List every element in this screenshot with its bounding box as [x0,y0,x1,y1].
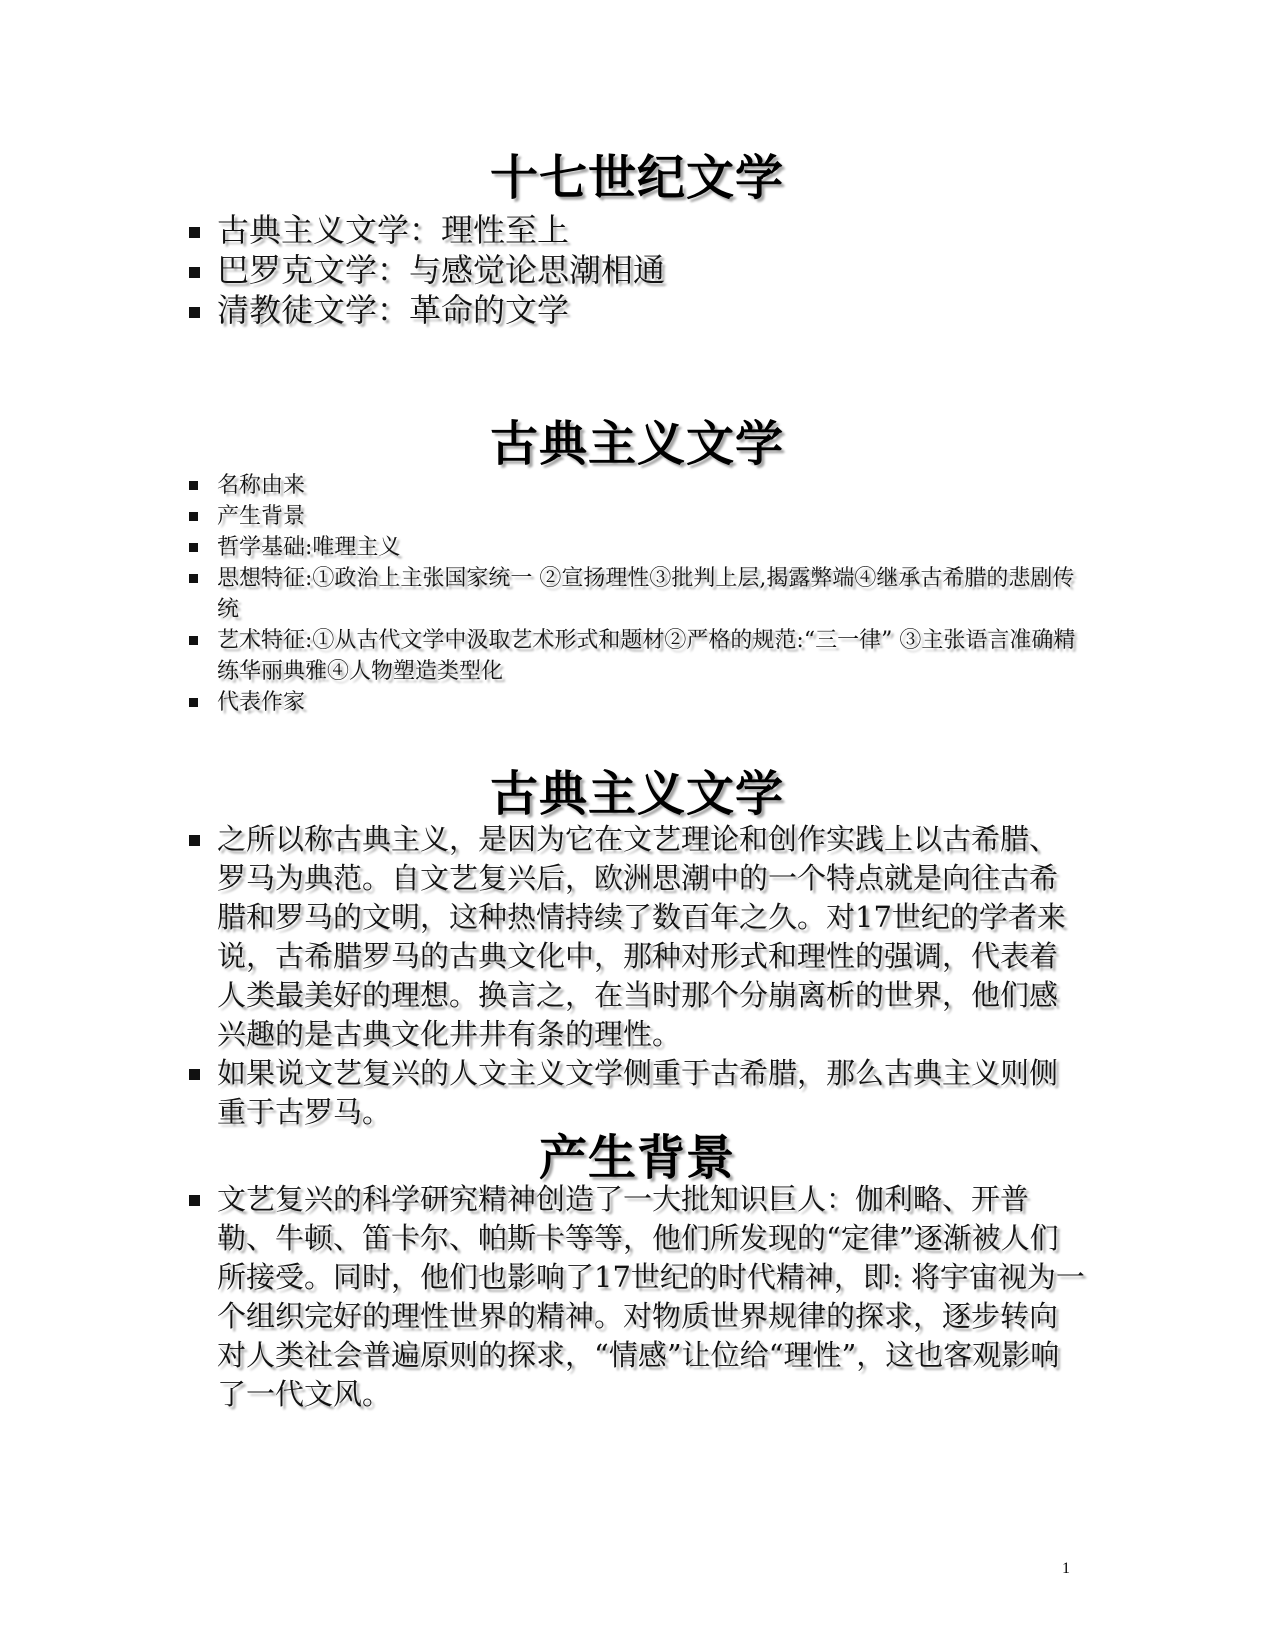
square-bullet-icon [189,307,200,318]
section-title-classicism-detail: 古典主义文学 [489,766,784,822]
list-item [185,820,1085,1054]
list-item-text: 代表作家 [217,690,306,715]
list-item [185,250,1085,290]
section-title-17th-century: 十七世纪文学 [489,150,784,206]
square-bullet-icon [189,1069,200,1080]
square-bullet-icon [189,267,200,278]
square-bullet-icon [189,574,198,583]
list-item-text: 名称由来 [217,473,306,498]
list-item-text: 古典主义文学：理性至上 [217,211,570,249]
list-item [185,210,1085,250]
list-item-text: 清教徒文学：革命的文学 [217,291,570,329]
square-bullet-icon [189,636,198,645]
section-list-classicism-detail [185,820,1085,1132]
list-item [185,532,1085,563]
section-list-background [185,1180,1085,1414]
list-item [185,501,1085,532]
list-item [185,470,1085,501]
list-item-text: 哲学基础:唯理主义 [217,535,401,560]
list-item [185,1180,1085,1414]
list-item-text: 之所以称古典主义，是因为它在文艺理论和创作实践上以古希腊、罗马为典范。自文艺复兴后，欧洲思潮中的一个特点就是向往古希腊和罗马的文明，这种热情持续了数百年之久。对17世纪的学者来说，古希腊罗马的古典文化中，那种对形式和理性的强调，代表着人类最美好的理想。换言之，在当时那个分崩离析的世界，他们感兴趣的是古典文化井井有条的理性。 [217,822,1066,1051]
section-list-17th-century [185,210,1085,330]
list-item [185,563,1085,625]
page-number: 1 [1062,1560,1070,1577]
square-bullet-icon [189,1195,200,1206]
list-item-text: 艺术特征:①从古代文学中汲取艺术形式和题材②严格的规范:“三一律” ③主张语言准确精练华丽典雅④人物塑造类型化 [217,628,1076,684]
section-title-classicism: 古典主义文学 [489,416,784,472]
square-bullet-icon [189,227,200,238]
list-item-text: 如果说文艺复兴的人文主义文学侧重于古希腊，那么古典主义则侧重于古罗马。 [217,1056,1059,1129]
list-item-text: 思想特征:①政治上主张国家统一 ②宣扬理性③批判上层,揭露弊端④继承古希腊的悲剧传统 [217,566,1075,622]
square-bullet-icon [189,835,200,846]
list-item-text: 文艺复兴的科学研究精神创造了一大批知识巨人：伽利略、开普勒、牛顿、笛卡尔、帕斯卡等等，他们所发现的“定律”逐渐被人们所接受。同时，他们也影响了17世纪的时代精神，即: 将宇宙视为一个组织完好的理性世界的精神。对物质世界规律的探求，逐步转向对人类社会普遍原则的探求，“情感”让位给“理性”，这也客观影响了一代文风。 [217,1182,1085,1411]
list-item [185,1054,1085,1132]
square-bullet-icon [189,543,198,552]
list-item [185,290,1085,330]
list-item [185,687,1085,718]
list-item-text: 巴罗克文学：与感觉论思潮相通 [217,251,666,289]
section-title-background: 产生背景 [538,1130,735,1186]
section-list-classicism [185,470,1085,718]
list-item-text: 产生背景 [217,504,306,529]
square-bullet-icon [189,512,198,521]
square-bullet-icon [189,698,198,707]
square-bullet-icon [189,481,198,490]
list-item [185,625,1085,687]
